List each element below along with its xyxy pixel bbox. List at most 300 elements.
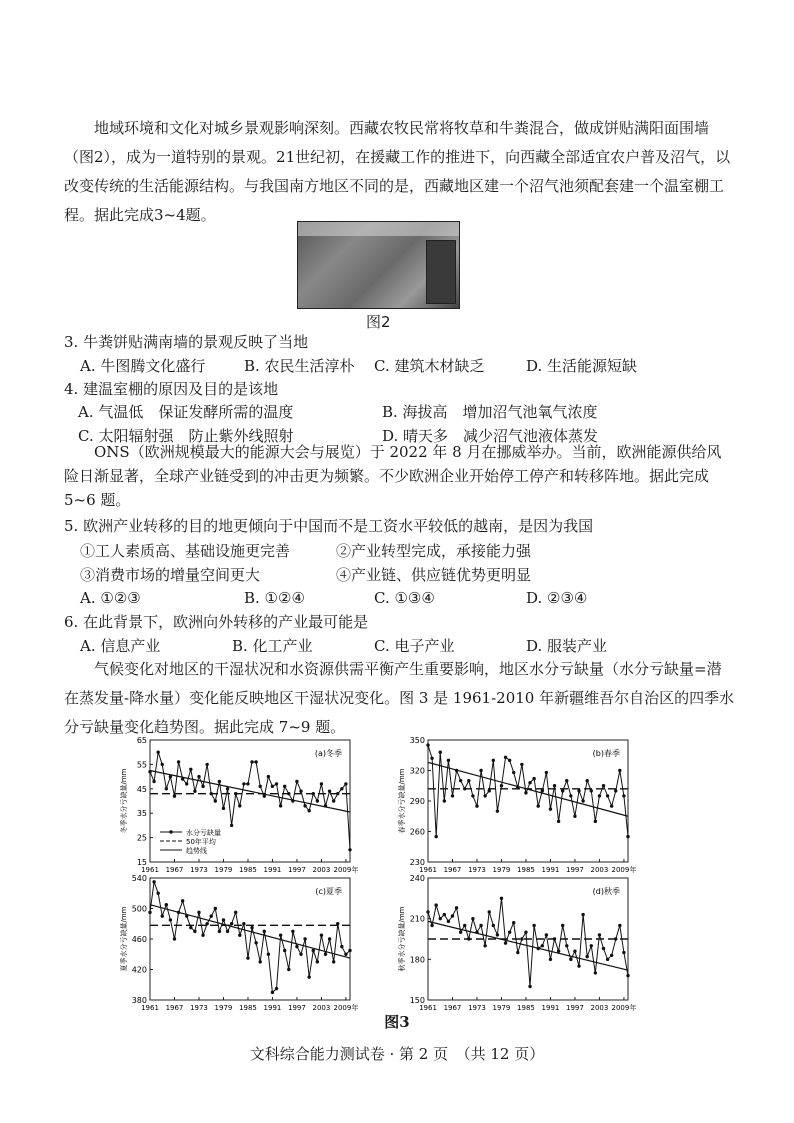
data-point xyxy=(598,794,601,797)
x-tick-label: 1961 xyxy=(141,1004,159,1012)
data-point xyxy=(508,931,511,934)
data-point xyxy=(259,960,262,963)
data-point xyxy=(291,930,294,933)
x-tick-label: 1967 xyxy=(443,1004,462,1012)
data-point xyxy=(590,944,593,947)
data-point xyxy=(471,917,474,920)
data-point xyxy=(426,910,429,913)
data-point xyxy=(148,770,151,773)
data-point xyxy=(271,991,274,994)
data-point xyxy=(537,947,540,950)
data-point xyxy=(553,784,556,787)
y-tick-label: 55 xyxy=(136,760,147,770)
figure-2-caption: 图2 xyxy=(366,313,391,331)
data-point xyxy=(541,944,544,947)
x-tick-label: 2009年 xyxy=(333,866,358,874)
data-point xyxy=(275,782,278,785)
question-5-option-a: A. ①②③ xyxy=(80,589,141,607)
chart-winter xyxy=(118,734,358,880)
data-point xyxy=(594,820,597,823)
y-tick-label: 35 xyxy=(136,809,147,819)
data-point xyxy=(210,914,213,917)
data-point xyxy=(504,756,507,759)
x-tick-label: 1997 xyxy=(288,866,306,874)
question-5-option-d: D. ②③④ xyxy=(526,589,588,607)
data-point xyxy=(238,804,241,807)
data-point xyxy=(344,782,347,785)
data-point xyxy=(581,913,584,916)
legend-label: 趋势线 xyxy=(186,847,207,855)
x-tick-label: 2009年 xyxy=(611,866,636,874)
data-point xyxy=(561,789,564,792)
question-3-option-a: A. 牛图腾文化盛行 xyxy=(80,357,206,375)
data-point xyxy=(626,974,629,977)
question-5-stem: 5. 欧洲产业转移的目的地更倾向于中国而不是工资水平较低的越南，是因为我国 xyxy=(64,517,594,535)
data-point xyxy=(455,769,458,772)
data-point xyxy=(161,763,164,766)
y-tick-label: 65 xyxy=(136,736,147,745)
x-tick-label: 1967 xyxy=(443,866,462,874)
data-point xyxy=(307,809,310,812)
y-tick-label: 350 xyxy=(409,736,425,745)
data-point xyxy=(234,911,237,914)
data-point xyxy=(479,769,482,772)
data-point xyxy=(459,931,462,934)
question-6-option-a: A. 信息产业 xyxy=(80,637,161,655)
x-tick-label: 1991 xyxy=(263,1004,282,1012)
y-tick-label: 260 xyxy=(409,827,425,837)
data-point xyxy=(553,937,556,940)
data-point xyxy=(463,787,466,790)
data-point xyxy=(214,799,217,802)
data-point xyxy=(332,799,335,802)
x-tick-label: 1979 xyxy=(214,866,233,874)
data-point xyxy=(263,930,266,933)
data-point xyxy=(614,789,617,792)
data-point xyxy=(561,924,564,927)
data-point xyxy=(496,809,499,812)
question-5-item-3: ③消费市场的增量空间更大 xyxy=(80,566,261,584)
question-6-option-d: D. 服装产业 xyxy=(526,637,608,655)
data-point xyxy=(156,751,159,754)
data-point xyxy=(189,926,192,929)
x-tick-label: 1973 xyxy=(190,1004,208,1012)
x-tick-label: 1991 xyxy=(541,866,560,874)
data-point xyxy=(201,785,204,788)
data-point xyxy=(193,930,196,933)
data-point xyxy=(152,780,155,783)
data-point xyxy=(565,944,568,947)
photo-sky xyxy=(298,222,459,236)
data-point xyxy=(516,951,519,954)
data-point xyxy=(557,950,560,953)
x-tick-label: 2009年 xyxy=(611,1004,636,1012)
data-point xyxy=(169,775,172,778)
data-point xyxy=(222,918,225,921)
x-tick-label: 1961 xyxy=(419,1004,437,1012)
data-point xyxy=(532,924,535,927)
data-point xyxy=(447,920,450,923)
question-6-stem: 6. 在此背景下，欧洲向外转移的产业最可能是 xyxy=(64,613,369,631)
data-point xyxy=(218,930,221,933)
data-point xyxy=(336,792,339,795)
data-point xyxy=(250,760,253,763)
data-point xyxy=(259,785,262,788)
data-point xyxy=(594,971,597,974)
x-tick-label: 1985 xyxy=(239,866,257,874)
data-point xyxy=(545,771,548,774)
data-point xyxy=(299,790,302,793)
data-point xyxy=(242,782,245,785)
data-point xyxy=(541,789,544,792)
data-point xyxy=(590,789,593,792)
data-point xyxy=(173,937,176,940)
data-point xyxy=(267,953,270,956)
data-point xyxy=(181,777,184,780)
data-point xyxy=(459,779,462,782)
question-5-item-4: ④产业链、供应链优势更明显 xyxy=(336,566,532,584)
data-point xyxy=(528,781,531,784)
y-tick-label: 180 xyxy=(409,955,425,965)
question-3-option-d: D. 生活能源短缺 xyxy=(526,357,638,375)
data-point xyxy=(426,743,429,746)
x-tick-label: 2009年 xyxy=(333,1004,358,1012)
data-point xyxy=(152,880,155,883)
x-tick-label: 2003 xyxy=(590,1004,609,1012)
data-point xyxy=(295,945,298,948)
data-point xyxy=(271,785,274,788)
data-point xyxy=(165,787,168,790)
y-tick-label: 15 xyxy=(136,858,147,867)
data-point xyxy=(316,799,319,802)
data-point xyxy=(193,790,196,793)
data-point xyxy=(214,907,217,910)
question-5-item-1: ①工人素质高、基础设施更完善 xyxy=(80,542,291,560)
x-tick-label: 1961 xyxy=(419,866,437,874)
x-tick-label: 1961 xyxy=(141,866,159,874)
y-tick-label: 420 xyxy=(131,965,147,975)
data-point xyxy=(201,933,204,936)
data-point xyxy=(626,835,629,838)
x-tick-label: 1991 xyxy=(541,1004,560,1012)
data-point xyxy=(254,941,257,944)
data-point xyxy=(598,933,601,936)
data-point xyxy=(430,757,433,760)
data-point xyxy=(622,951,625,954)
series-line xyxy=(150,752,350,850)
data-point xyxy=(439,751,442,754)
intro-paragraph-1: 地域环境和文化对城乡景观影响深刻。西藏农牧民常将牧草和牛粪混合，做成饼贴满阳面围墙（图2），成为一道特别的景观。21世纪初，在援藏工作的推进下，向西藏全部适宜农户普及沼气，以改变传统的生活能源结构。与我国南方地区不同的是，西藏地区建一个沼气池须配套建一个温室棚工程。据此完成3~4题。 xyxy=(64,119,731,224)
data-point xyxy=(577,789,580,792)
data-point xyxy=(532,777,535,780)
data-point xyxy=(291,799,294,802)
data-point xyxy=(238,933,241,936)
data-point xyxy=(283,949,286,952)
plot-frame xyxy=(150,878,350,1000)
question-5-option-b: B. ①②④ xyxy=(244,589,305,607)
data-point xyxy=(295,780,298,783)
data-point xyxy=(303,804,306,807)
data-point xyxy=(283,785,286,788)
data-point xyxy=(500,897,503,900)
x-tick-label: 1967 xyxy=(165,1004,184,1012)
data-point xyxy=(614,937,617,940)
data-point xyxy=(226,930,229,933)
data-point xyxy=(161,914,164,917)
question-4-option-c: C. 太阳辐射强 防止紫外线照射 xyxy=(78,427,294,445)
data-point xyxy=(430,924,433,927)
data-point xyxy=(524,931,527,934)
data-point xyxy=(573,950,576,953)
question-4-option-b: B. 海拔高 增加沼气池氧气浓度 xyxy=(382,403,598,421)
data-point xyxy=(496,933,499,936)
data-point xyxy=(528,985,531,988)
data-point xyxy=(320,782,323,785)
data-point xyxy=(618,924,621,927)
series-line xyxy=(150,882,350,993)
y-axis-label: 冬季水分亏缺量/mm xyxy=(120,768,128,834)
data-point xyxy=(569,794,572,797)
data-point xyxy=(545,933,548,936)
data-point xyxy=(287,792,290,795)
data-point xyxy=(307,975,310,978)
data-point xyxy=(585,779,588,782)
legend-marker xyxy=(169,830,172,833)
data-point xyxy=(573,815,576,818)
question-6-option-b: B. 化工产业 xyxy=(232,637,313,655)
data-point xyxy=(557,820,560,823)
data-point xyxy=(508,759,511,762)
x-tick-label: 1997 xyxy=(566,1004,584,1012)
data-point xyxy=(332,960,335,963)
y-axis-label: 秋季水分亏缺量/mm xyxy=(398,906,406,972)
data-point xyxy=(287,968,290,971)
question-4-option-d: D. 晴天多 减少沼气池液体蒸发 xyxy=(382,427,599,445)
data-point xyxy=(242,922,245,925)
data-point xyxy=(455,906,458,909)
data-point xyxy=(177,760,180,763)
data-point xyxy=(340,787,343,790)
page-footer: 文科综合能力测试卷 · 第 2 页 （共 12 页） xyxy=(249,1045,545,1063)
data-point xyxy=(434,903,437,906)
y-tick-label: 380 xyxy=(131,996,147,1005)
x-tick-label: 1985 xyxy=(517,1004,535,1012)
y-tick-label: 210 xyxy=(409,914,425,924)
data-point xyxy=(483,944,486,947)
plot-frame xyxy=(428,740,628,862)
data-point xyxy=(205,922,208,925)
x-tick-label: 1967 xyxy=(165,866,184,874)
data-point xyxy=(492,759,495,762)
data-point xyxy=(467,779,470,782)
data-point xyxy=(185,782,188,785)
x-tick-label: 1985 xyxy=(239,1004,257,1012)
data-point xyxy=(524,791,527,794)
legend-label: 水分亏缺量 xyxy=(186,829,221,837)
question-3-stem: 3. 牛粪饼贴满南墙的景观反映了当地 xyxy=(64,333,309,351)
chart-autumn xyxy=(396,872,636,1018)
data-point xyxy=(250,926,253,929)
data-point xyxy=(504,941,507,944)
question-5-option-c: C. ①③④ xyxy=(374,589,435,607)
data-point xyxy=(492,924,495,927)
x-tick-label: 2003 xyxy=(312,866,331,874)
data-point xyxy=(585,955,588,958)
data-point xyxy=(324,804,327,807)
intro-paragraph-2: ONS（欧洲规模最大的能源大会与展览）于 2022 年 8 月在挪威举办。当前，欧洲能源供给风险日渐显著，全球产业链受到的冲击更为频繁。不少欧洲企业开始停工停产和转移阵地。据此完成 5~6 题。 xyxy=(64,443,722,509)
series-line xyxy=(428,745,628,837)
data-point xyxy=(488,910,491,913)
chart-summer xyxy=(118,872,358,1018)
y-tick-label: 290 xyxy=(409,797,425,806)
data-point xyxy=(267,775,270,778)
data-point xyxy=(622,794,625,797)
data-point xyxy=(512,921,515,924)
x-tick-label: 1997 xyxy=(566,866,584,874)
data-point xyxy=(451,914,454,917)
data-point xyxy=(602,784,605,787)
data-point xyxy=(443,799,446,802)
data-point xyxy=(439,917,442,920)
data-point xyxy=(549,958,552,961)
data-point xyxy=(618,769,621,772)
plot-frame xyxy=(150,740,350,862)
data-point xyxy=(320,933,323,936)
data-point xyxy=(189,768,192,771)
data-point xyxy=(434,835,437,838)
x-tick-label: 1973 xyxy=(468,1004,486,1012)
data-point xyxy=(169,918,172,921)
data-point xyxy=(173,794,176,797)
data-point xyxy=(344,953,347,956)
data-point xyxy=(312,949,315,952)
y-axis-label: 春季水分亏缺量/mm xyxy=(398,768,406,834)
question-6-option-c: C. 电子产业 xyxy=(374,637,455,655)
x-tick-label: 1973 xyxy=(468,866,486,874)
data-point xyxy=(246,782,249,785)
data-point xyxy=(197,775,200,778)
data-point xyxy=(303,937,306,940)
chart-title: (c)夏季 xyxy=(315,887,342,896)
data-point xyxy=(230,922,233,925)
data-point xyxy=(577,964,580,967)
x-tick-label: 1973 xyxy=(190,866,208,874)
data-point xyxy=(610,954,613,957)
data-point xyxy=(549,807,552,810)
question-4-stem: 4. 建温室棚的原因及目的是该地 xyxy=(64,380,279,398)
data-point xyxy=(222,807,225,810)
x-tick-label: 1985 xyxy=(517,866,535,874)
data-point xyxy=(471,794,474,797)
data-point xyxy=(328,790,331,793)
cow-dung-wall-photo xyxy=(297,221,460,309)
data-point xyxy=(451,794,454,797)
data-point xyxy=(316,960,319,963)
data-point xyxy=(520,763,523,766)
data-point xyxy=(348,949,351,952)
photo-doorway xyxy=(426,240,456,304)
data-point xyxy=(537,804,540,807)
data-point xyxy=(512,771,515,774)
y-tick-label: 230 xyxy=(409,858,425,867)
data-point xyxy=(483,794,486,797)
data-point xyxy=(210,792,213,795)
data-point xyxy=(312,792,315,795)
chart-title: (b)春季 xyxy=(592,749,620,758)
data-point xyxy=(275,987,278,990)
data-point xyxy=(336,922,339,925)
y-tick-label: 25 xyxy=(136,833,147,843)
data-point xyxy=(185,914,188,917)
y-tick-label: 150 xyxy=(409,996,425,1005)
question-3-option-c: C. 建筑木材缺乏 xyxy=(374,357,485,375)
y-axis-label: 夏季水分亏缺量/mm xyxy=(120,906,128,972)
data-point xyxy=(148,911,151,914)
intro-paragraph-3: 气候变化对地区的干湿状况和水资源供需平衡产生重要影响，地区水分亏缺量（水分亏缺量=潜在蒸发量-降水量）变化能反映地区干湿状况变化。图 3 是 1961-2010 年新疆维吾尔自治区的四季水分亏缺量变化趋势图。据此完成 7~9 题。 xyxy=(64,660,735,736)
data-point xyxy=(475,804,478,807)
data-point xyxy=(520,937,523,940)
data-point xyxy=(279,804,282,807)
data-point xyxy=(230,824,233,827)
data-point xyxy=(165,903,168,906)
data-point xyxy=(488,789,491,792)
y-tick-label: 45 xyxy=(136,784,147,794)
data-point xyxy=(606,794,609,797)
data-point xyxy=(254,760,257,763)
data-point xyxy=(467,937,470,940)
x-tick-label: 2003 xyxy=(590,866,609,874)
y-tick-label: 500 xyxy=(131,904,147,914)
data-point xyxy=(606,958,609,961)
data-point xyxy=(246,956,249,959)
data-point xyxy=(205,763,208,766)
data-point xyxy=(569,958,572,961)
data-point xyxy=(443,913,446,916)
data-point xyxy=(475,931,478,934)
x-tick-label: 1991 xyxy=(263,866,282,874)
data-point xyxy=(479,924,482,927)
data-point xyxy=(324,953,327,956)
question-4-option-a: A. 气温低 保证发酵所需的温度 xyxy=(78,403,294,421)
data-point xyxy=(610,804,613,807)
x-tick-label: 1979 xyxy=(492,1004,511,1012)
chart-title: (d)秋季 xyxy=(592,887,620,896)
data-point xyxy=(234,792,237,795)
x-tick-label: 1997 xyxy=(288,1004,306,1012)
legend-label: 50年平均 xyxy=(186,838,216,846)
data-point xyxy=(602,947,605,950)
data-point xyxy=(447,759,450,762)
data-point xyxy=(500,784,503,787)
data-point xyxy=(226,787,229,790)
figure-3-caption: 图3 xyxy=(384,1013,410,1031)
data-point xyxy=(177,911,180,914)
data-point xyxy=(463,924,466,927)
data-point xyxy=(565,779,568,782)
y-tick-label: 320 xyxy=(409,766,425,776)
data-point xyxy=(279,933,282,936)
y-tick-label: 240 xyxy=(409,874,425,883)
y-tick-label: 460 xyxy=(131,935,147,944)
data-point xyxy=(340,945,343,948)
data-point xyxy=(328,937,331,940)
x-tick-label: 1979 xyxy=(214,1004,233,1012)
y-tick-label: 540 xyxy=(131,874,147,883)
data-point xyxy=(181,899,184,902)
x-tick-label: 1979 xyxy=(492,866,511,874)
x-tick-label: 2003 xyxy=(312,1004,331,1012)
series-line xyxy=(428,898,628,986)
